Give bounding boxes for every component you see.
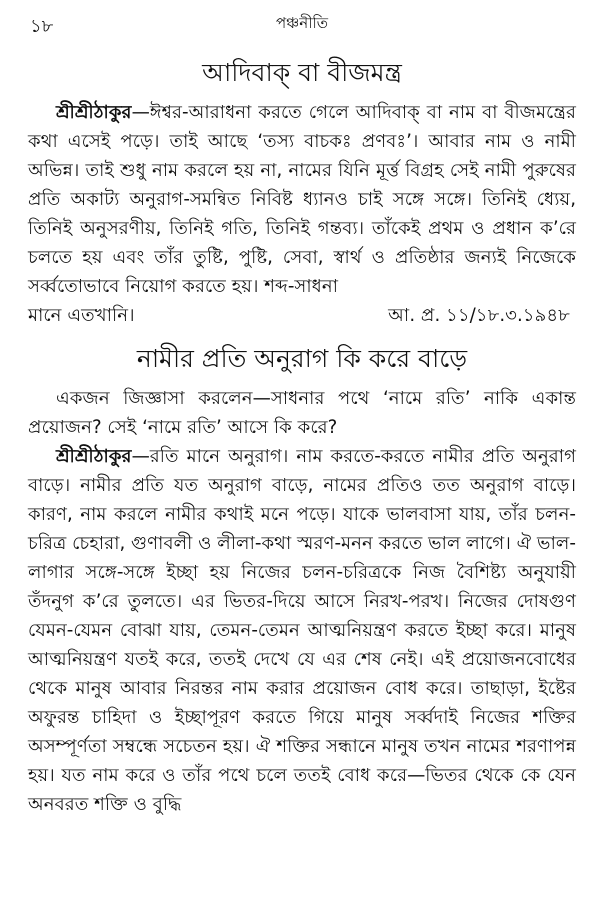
book-title: পঞ্চনীতি	[275, 14, 329, 32]
paragraph-question: একজন জিজ্ঞাসা করলেন—সাধনার পথে ‘নামে রতি’ নাকি একান্ত প্রয়োজন? সেই ‘নামে রতি’ আসে কি করে?	[28, 388, 576, 438]
book-page	[28, 8, 576, 893]
section-heading-anurag: নামীর প্রতি অনুরাগ কি করে বাড়ে	[136, 344, 468, 373]
speaker-name: শ্রীশ্রীঠাকুর	[56, 446, 132, 467]
page-number: ১৮	[30, 16, 54, 37]
paragraph-answer	[28, 442, 576, 819]
paragraph-text: —রতি মানে অনুরাগ। নাম করতে-করতে নামীর প্রতি অনুরাগ বাড়ে। নামীর প্রতি যত অনুরাগ বাড়ে, নামের প্রতিও তত অনুরাগ বাড়ে। কারণ, নাম করলে নামীর কথাই মনে পড়ে। যাকে ভালবাসা যায়, তাঁর চলন-চরিত্র চেহারা, গুণাবলী ও লীলা-কথা স্মরণ-মনন করতে ভাল লাগে। ঐ ভাল-লাগার সঙ্গে-সঙ্গে ইচ্ছা হয় নিজের চলন-চরিত্রকে নিজ বৈশিষ্ট্য অনুযায়ী তঁদনুগ ক’রে তুলতে। এর ভিতর-দিয়ে আসে নিরখ-পরখ। নিজের দোষগুণ যেমন-যেমন বোঝা যায়, তেমন-তেমন আত্মনিয়ন্ত্রণ করতে ইচ্ছা করে। মানুষ আত্মনিয়ন্ত্রণ যতই করে, ততই দেখে যে এর শেষ নেই। এই প্রয়োজনবোধের থেকে মানুষ আবার নিরন্তর নাম করার প্রয়োজন বোধ করে। তাছাড়া, ইষ্টের অফুরন্ত চাহিদা ও ইচ্ছাপূরণ করতে গিয়ে মানুষ সর্ব্বদাই নিজের শক্তির অসম্পূর্ণতা সম্বন্ধে সচেতন হয়। ঐ শক্তির সন্ধানে মানুষ তখন নামের শরণাপন্ন হয়। যত নাম করে ও তাঁর পথে চলে ততই বোধ করে—ভিতর থেকে কে যেন অনবরত শক্তি ও বুদ্ধি	[28, 446, 576, 815]
paragraph-adibak	[28, 98, 576, 301]
citation-line	[28, 301, 576, 330]
paragraph-text: —ঈশ্বর-আরাধনা করতে গেলে আদিবাক্ বা নাম বা বীজমন্ত্রের কথা এসেই পড়ে। তাই আছে ‘তস্য বাচকঃ প্রণবঃ’। আবার নাম ও নামী অভিন্ন। তাই শুধু নাম করলে হয় না, নামের যিনি মূর্ত্ত বিগ্রহ সেই নামী পুরুষের প্রতি অকাট্য অনুরাগ-সমন্বিত নিবিষ্ট ধ্যানও চাই সঙ্গে সঙ্গে। তিনিই ধ্যেয়, তিনিই অনুসরণীয়, তিনিই গতি, তিনিই গন্তব্য। তাঁকেই প্রথম ও প্রধান ক’রে চলতে হয় এবং তাঁর তুষ্টি, পুষ্টি, সেবা, স্বার্থ ও প্রতিষ্ঠার জন্যই নিজেকে সর্ব্বতোভাবে নিয়োগ করতে হয়। শব্দ-সাধনা	[28, 102, 576, 297]
speaker-name: শ্রীশ্রীঠাকুর	[56, 102, 132, 123]
source-citation: আ. প্র. ১১/১৮.৩.১৯৪৮	[388, 305, 570, 326]
paragraph-last-line: মানে এতখানি।	[28, 305, 135, 326]
running-head	[28, 8, 576, 38]
section-heading-adibak: আদিবাক্ বা বীজমন্ত্র	[202, 58, 402, 87]
